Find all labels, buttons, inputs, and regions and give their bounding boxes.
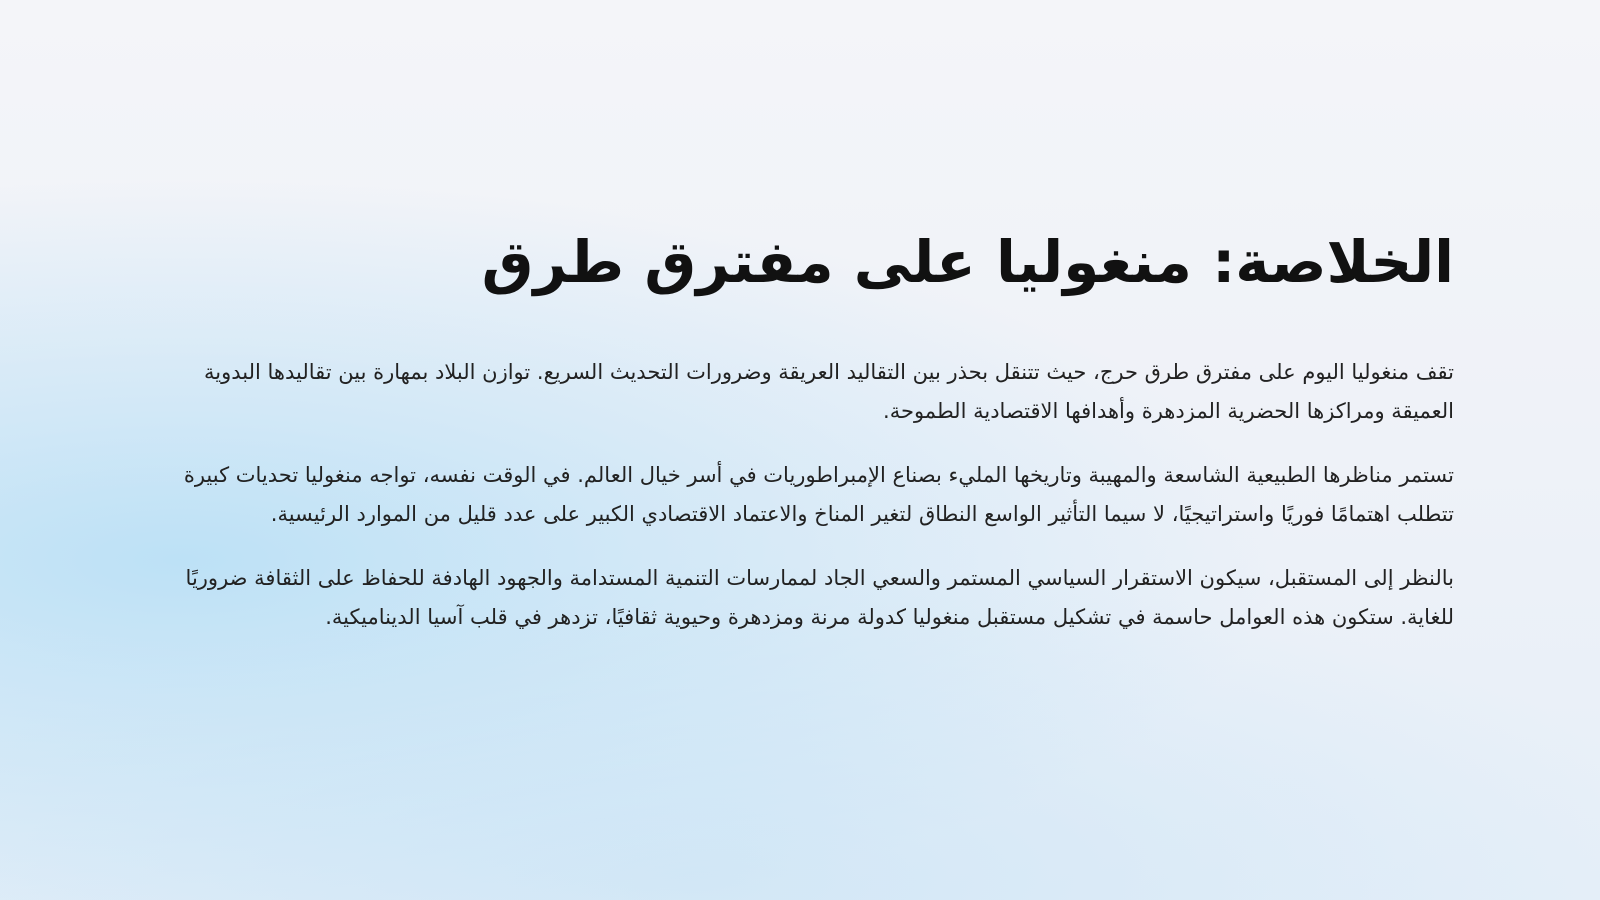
paragraph-1: تقف منغوليا اليوم على مفترق طرق حرج، حيث تتنقل بحذر بين التقاليد العريقة وضرورات التحديث السريع. توازن البلاد بمهارة بين تقاليدها البدوية العميقة ومراكزها الحضرية المزدهرة وأهدافها الاقتصادية الطموحة. bbox=[204, 359, 1454, 423]
paragraph-2: تستمر مناظرها الطبيعية الشاسعة والمهيبة وتاريخها المليء بصناع الإمبراطوريات في أسر خيال العالم. في الوقت نفسه، تواجه منغوليا تحديات كبيرة تتطلب اهتمامًا فوريًا واستراتيجيًا، لا سيما التأثير الواسع النطاق لتغير المناخ والاعتماد الاقتصادي الكبير على عدد قليل من الموارد الرئيسية. bbox=[183, 462, 1454, 526]
paragraph-3: بالنظر إلى المستقبل، سيكون الاستقرار السياسي المستمر والسعي الجاد لممارسات التنمية المستدامة والجهود الهادفة للحفاظ على الثقافة ضروريًا للغاية. ستكون هذه العوامل حاسمة في تشكيل مستقبل منغوليا كدولة مرنة ومزدهرة وحيوية ثقافيًا، تزدهر في قلب آسيا الديناميكية. bbox=[185, 565, 1454, 629]
slide-title: الخلاصة: منغوليا على مفترق طرق bbox=[481, 228, 1454, 296]
slide-content bbox=[154, 226, 1454, 662]
